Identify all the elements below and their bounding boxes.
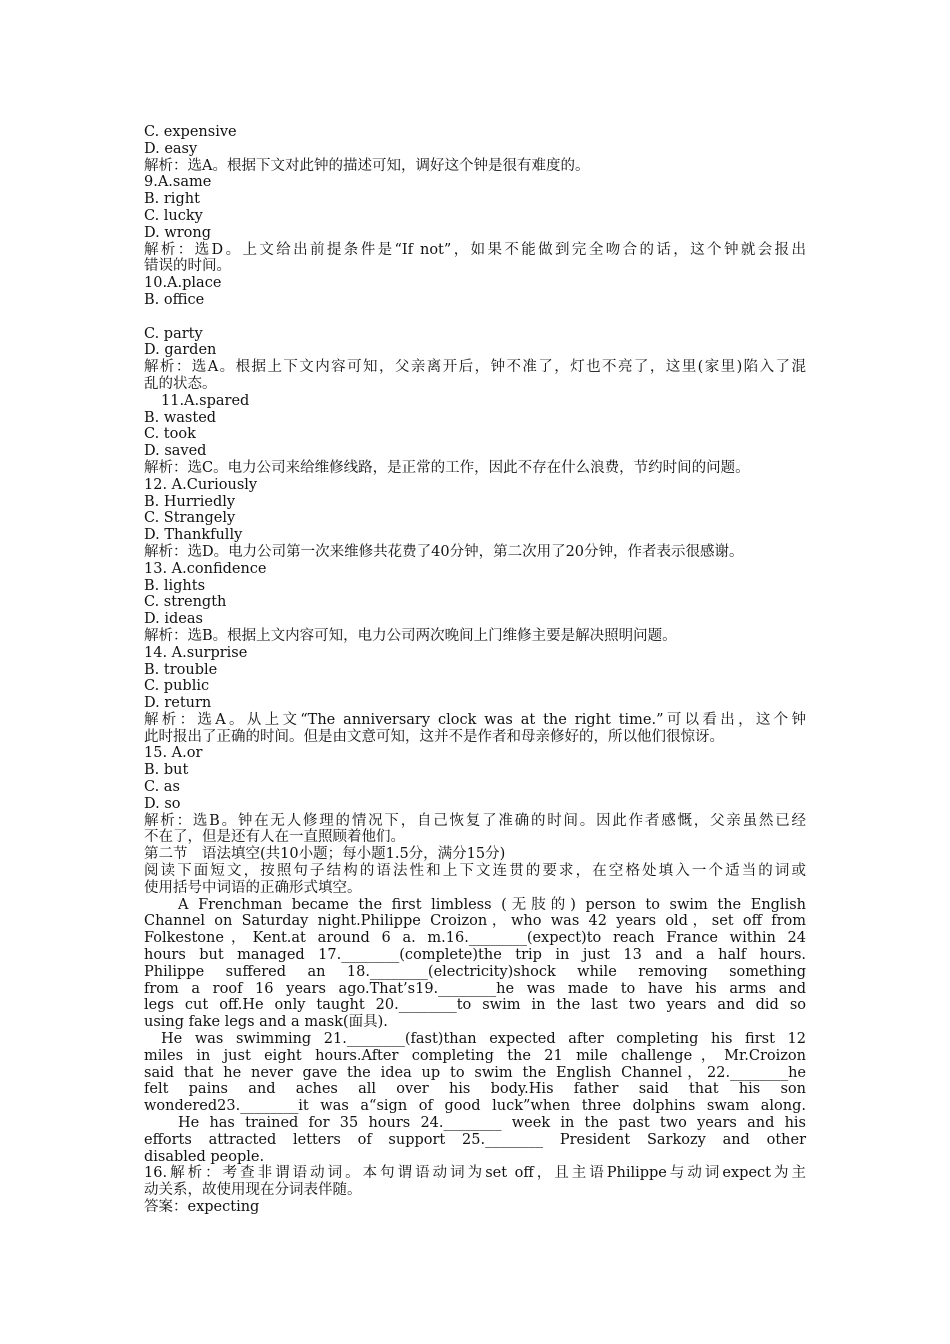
text-line: 解析：选D。电力公司第一次来维修共花费了40分钟，第二次用了20分钟，作者表示很感谢。 <box>144 543 744 560</box>
text-line: D. so <box>144 795 181 812</box>
text-line: D. wrong <box>144 224 212 241</box>
text-line: 此时报出了正确的时间。但是由文意可知，这并不是作者和母亲修好的，所以他们很惊讶。 <box>144 728 724 745</box>
text-line: B. office <box>144 291 205 308</box>
text-line: 解析：选A。根据上下文内容可知，父亲离开后，钟不准了，灯也不亮了，这里(家里)陷入了混 <box>144 359 806 376</box>
text-line: efforts attracted letters of support 25.________ President Sarkozy and other <box>144 1131 806 1148</box>
text-line: 阅读下面短文，按照句子结构的语法性和上下文连贯的要求，在空格处填入一个适当的词或 <box>144 863 806 880</box>
text-line: 答案：expecting <box>144 1199 260 1215</box>
text-line: Folkestone，Kent.at around 6 a. m.16.________(expect)to reach France within 24 <box>144 930 806 947</box>
text-line: 解析：选B。根据上文内容可知，电力公司两次晚间上门维修主要是解决照明问题。 <box>144 627 677 644</box>
text-line: B. but <box>144 762 189 779</box>
text-line: 使用括号中词语的正确形式填空。 <box>144 879 362 896</box>
text-line: D. saved <box>144 443 207 460</box>
text-line: 解析：选A。根据下文对此钟的描述可知，调好这个钟是很有难度的。 <box>144 157 590 174</box>
text-line: 11.A.spared <box>161 392 250 409</box>
text-line: wondered23.________it was a“sign of good luck”when three dolphins swam along. <box>144 1098 806 1115</box>
text-line <box>144 309 806 326</box>
text-line: C. expensive <box>144 124 237 140</box>
text-line: C. party <box>144 325 203 342</box>
text-line: 解析：选D。上文给出前提条件是“If not”，如果不能做到完全吻合的话，这个钟就会报出 <box>144 241 806 258</box>
text-line: Philippe suffered an 18.________(electricity)shock while removing something <box>144 963 806 980</box>
text-line: 解析：选C。电力公司来给维修线路，是正常的工作，因此不存在什么浪费，节约时间的问题。 <box>144 459 750 476</box>
text-line: 12. A.Curiously <box>144 476 258 493</box>
text-line: 15. A.or <box>144 745 203 762</box>
text-line: 14. A.surprise <box>144 644 248 661</box>
text-line: B. trouble <box>144 661 218 678</box>
text-line: He was swimming 21.________(fast)than expected after completing his first 12 <box>161 1031 806 1048</box>
text-line: D. return <box>144 695 212 712</box>
text-line: 解析：选A。从上文“The anniversary clock was at the right time.”可以看出，这个钟 <box>144 711 806 728</box>
text-line: C. lucky <box>144 207 203 224</box>
text-line: legs cut off.He only taught 20.________to swim in the last two years and did so <box>144 997 806 1014</box>
text-line: from a roof 16 years ago.That’s19.________he was made to have his arms and <box>144 980 806 997</box>
text-line: 第二节 语法填空(共10小题；每小题1.5分，满分15分) <box>144 846 506 863</box>
text-line: 13. A.confidence <box>144 560 267 577</box>
text-line: 16.解析：考查非谓语动词。本句谓语动词为set off，且主语Philippe与动词expect为主 <box>144 1165 806 1182</box>
text-line: 错误的时间。 <box>144 258 231 275</box>
text-line: 不在了，但是还有人在一直照顾着他们。 <box>144 829 405 846</box>
text-line: B. lights <box>144 577 206 594</box>
text-line: D. garden <box>144 342 217 359</box>
text-line: B. right <box>144 191 200 208</box>
text-line: He has trained for 35 hours 24.________ week in the past two years and his <box>178 1115 806 1132</box>
text-line: felt pains and aches all over his body.His father said that his son <box>144 1081 806 1098</box>
text-line: C. as <box>144 779 180 796</box>
text-line: hours but managed 17.________(complete)the trip in just 13 and a half hours. <box>144 947 806 964</box>
text-line: Channel on Saturday night.Philippe Croizon，who was 42 years old，set off from <box>144 913 806 930</box>
text-line: 9.A.same <box>144 174 212 191</box>
text-line: D. ideas <box>144 611 203 628</box>
text-line: D. Thankfully <box>144 527 243 544</box>
text-line: D. easy <box>144 140 198 157</box>
text-line: disabled people. <box>144 1148 265 1165</box>
text-line: C. public <box>144 678 210 695</box>
text-line: C. took <box>144 426 196 443</box>
text-line: B. Hurriedly <box>144 493 236 510</box>
text-line: miles in just eight hours.After completing the 21 mile challenge，Mr.Croizon <box>144 1047 806 1064</box>
text-line: C. Strangely <box>144 510 236 527</box>
text-line: A Frenchman became the first limbless (无肢的) person to swim the English <box>178 896 806 913</box>
text-line: B. wasted <box>144 409 217 426</box>
text-line: 解析：选B。钟在无人修理的情况下，自己恢复了准确的时间。因此作者感慨，父亲虽然已经 <box>144 812 806 829</box>
text-line: 动关系，故使用现在分词表伴随。 <box>144 1182 362 1199</box>
document-page <box>144 124 806 1216</box>
text-line: 10.A.place <box>144 275 222 292</box>
text-line: C. strength <box>144 594 227 611</box>
text-line: said that he never gave the idea up to swim the English Channel，22.________he <box>144 1064 806 1081</box>
text-line: using fake legs and a mask(面具). <box>144 1014 388 1031</box>
text-line: 乱的状态。 <box>144 375 217 392</box>
